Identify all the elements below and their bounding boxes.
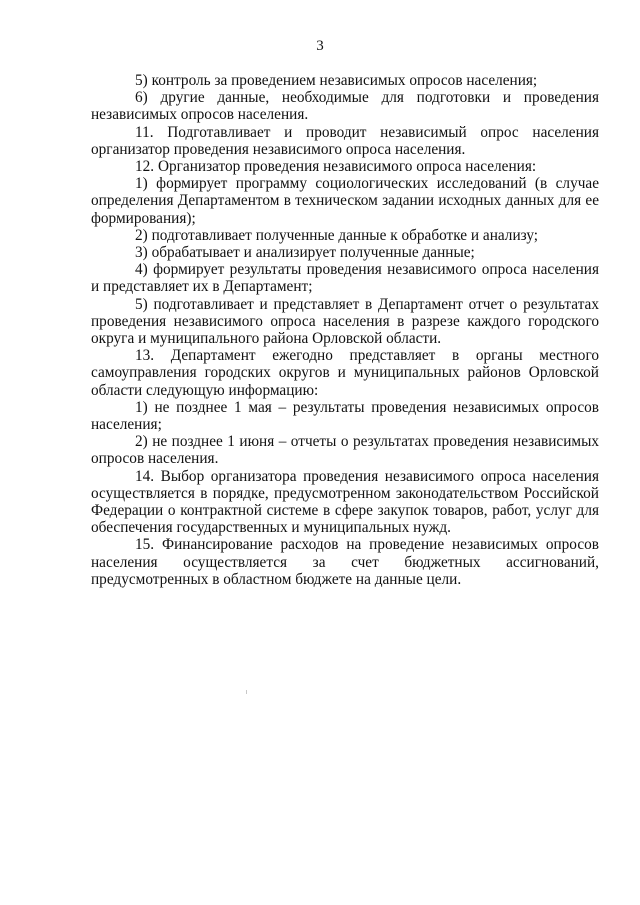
paragraph-12: 12. Организатор проведения независимого опроса населения: — [135, 158, 537, 176]
paragraph-12-item-5: 5) подготавливает и представляет в Департамент отчет о результатах проведения независимого опроса населения в разрезе каждого городского округа и муниципального района Орловской области. — [91, 295, 599, 348]
document-body — [91, 72, 599, 588]
paragraph-11: 11. Подготавливает и проводит независимый опрос населения организатор проведения независимого опроса населения. — [91, 123, 599, 158]
paragraph-14: 14. Выбор организатора проведения независимого опроса населения осуществляется в порядке, предусмотренном законодательством Российской Федерации о контрактной системе в сфере закупок товаров, работ, услуг для обеспечения государственных и муниципальных нужд. — [91, 467, 599, 537]
paragraph-15: 15. Финансирование расходов на проведение независимых опросов населения осуществляется за счет бюджетных ассигнований, предусмотренных в областном бюджете на данные цели. — [91, 536, 599, 588]
paragraph-item-6-other-data: 6) другие данные, необходимые для подготовки и проведения независимых опросов населения. — [91, 89, 599, 124]
scan-artifact-mark — [246, 690, 247, 694]
paragraph-13-item-2: 2) не позднее 1 июня – отчеты о результатах проведения независимых опросов населения. — [91, 433, 599, 468]
paragraph-12-item-1: 1) формирует программу социологических исследований (в случае определения Департаментом в техническом задании исходных данных для ее формирования); — [91, 175, 599, 227]
paragraph-13-item-1: 1) не позднее 1 мая – результаты проведения независимых опросов населения; — [91, 398, 599, 434]
page-number: 3 — [316, 38, 324, 54]
paragraph-13: 13. Департамент ежегодно представляет в органы местного самоуправления городских округов и муниципальных районов Орловской области следующую информацию: — [91, 347, 599, 399]
paragraph-item-5-control: 5) контроль за проведением независимых опросов населения; — [135, 72, 538, 89]
paragraph-12-item-2: 2) подготавливает полученные данные к обработке и анализу; — [135, 226, 539, 244]
paragraph-12-item-3: 3) обрабатывает и анализирует полученные данные; — [135, 244, 475, 262]
paragraph-12-item-4: 4) формирует результаты проведения независимого опроса населения и представляет их в Департамент; — [91, 261, 599, 296]
